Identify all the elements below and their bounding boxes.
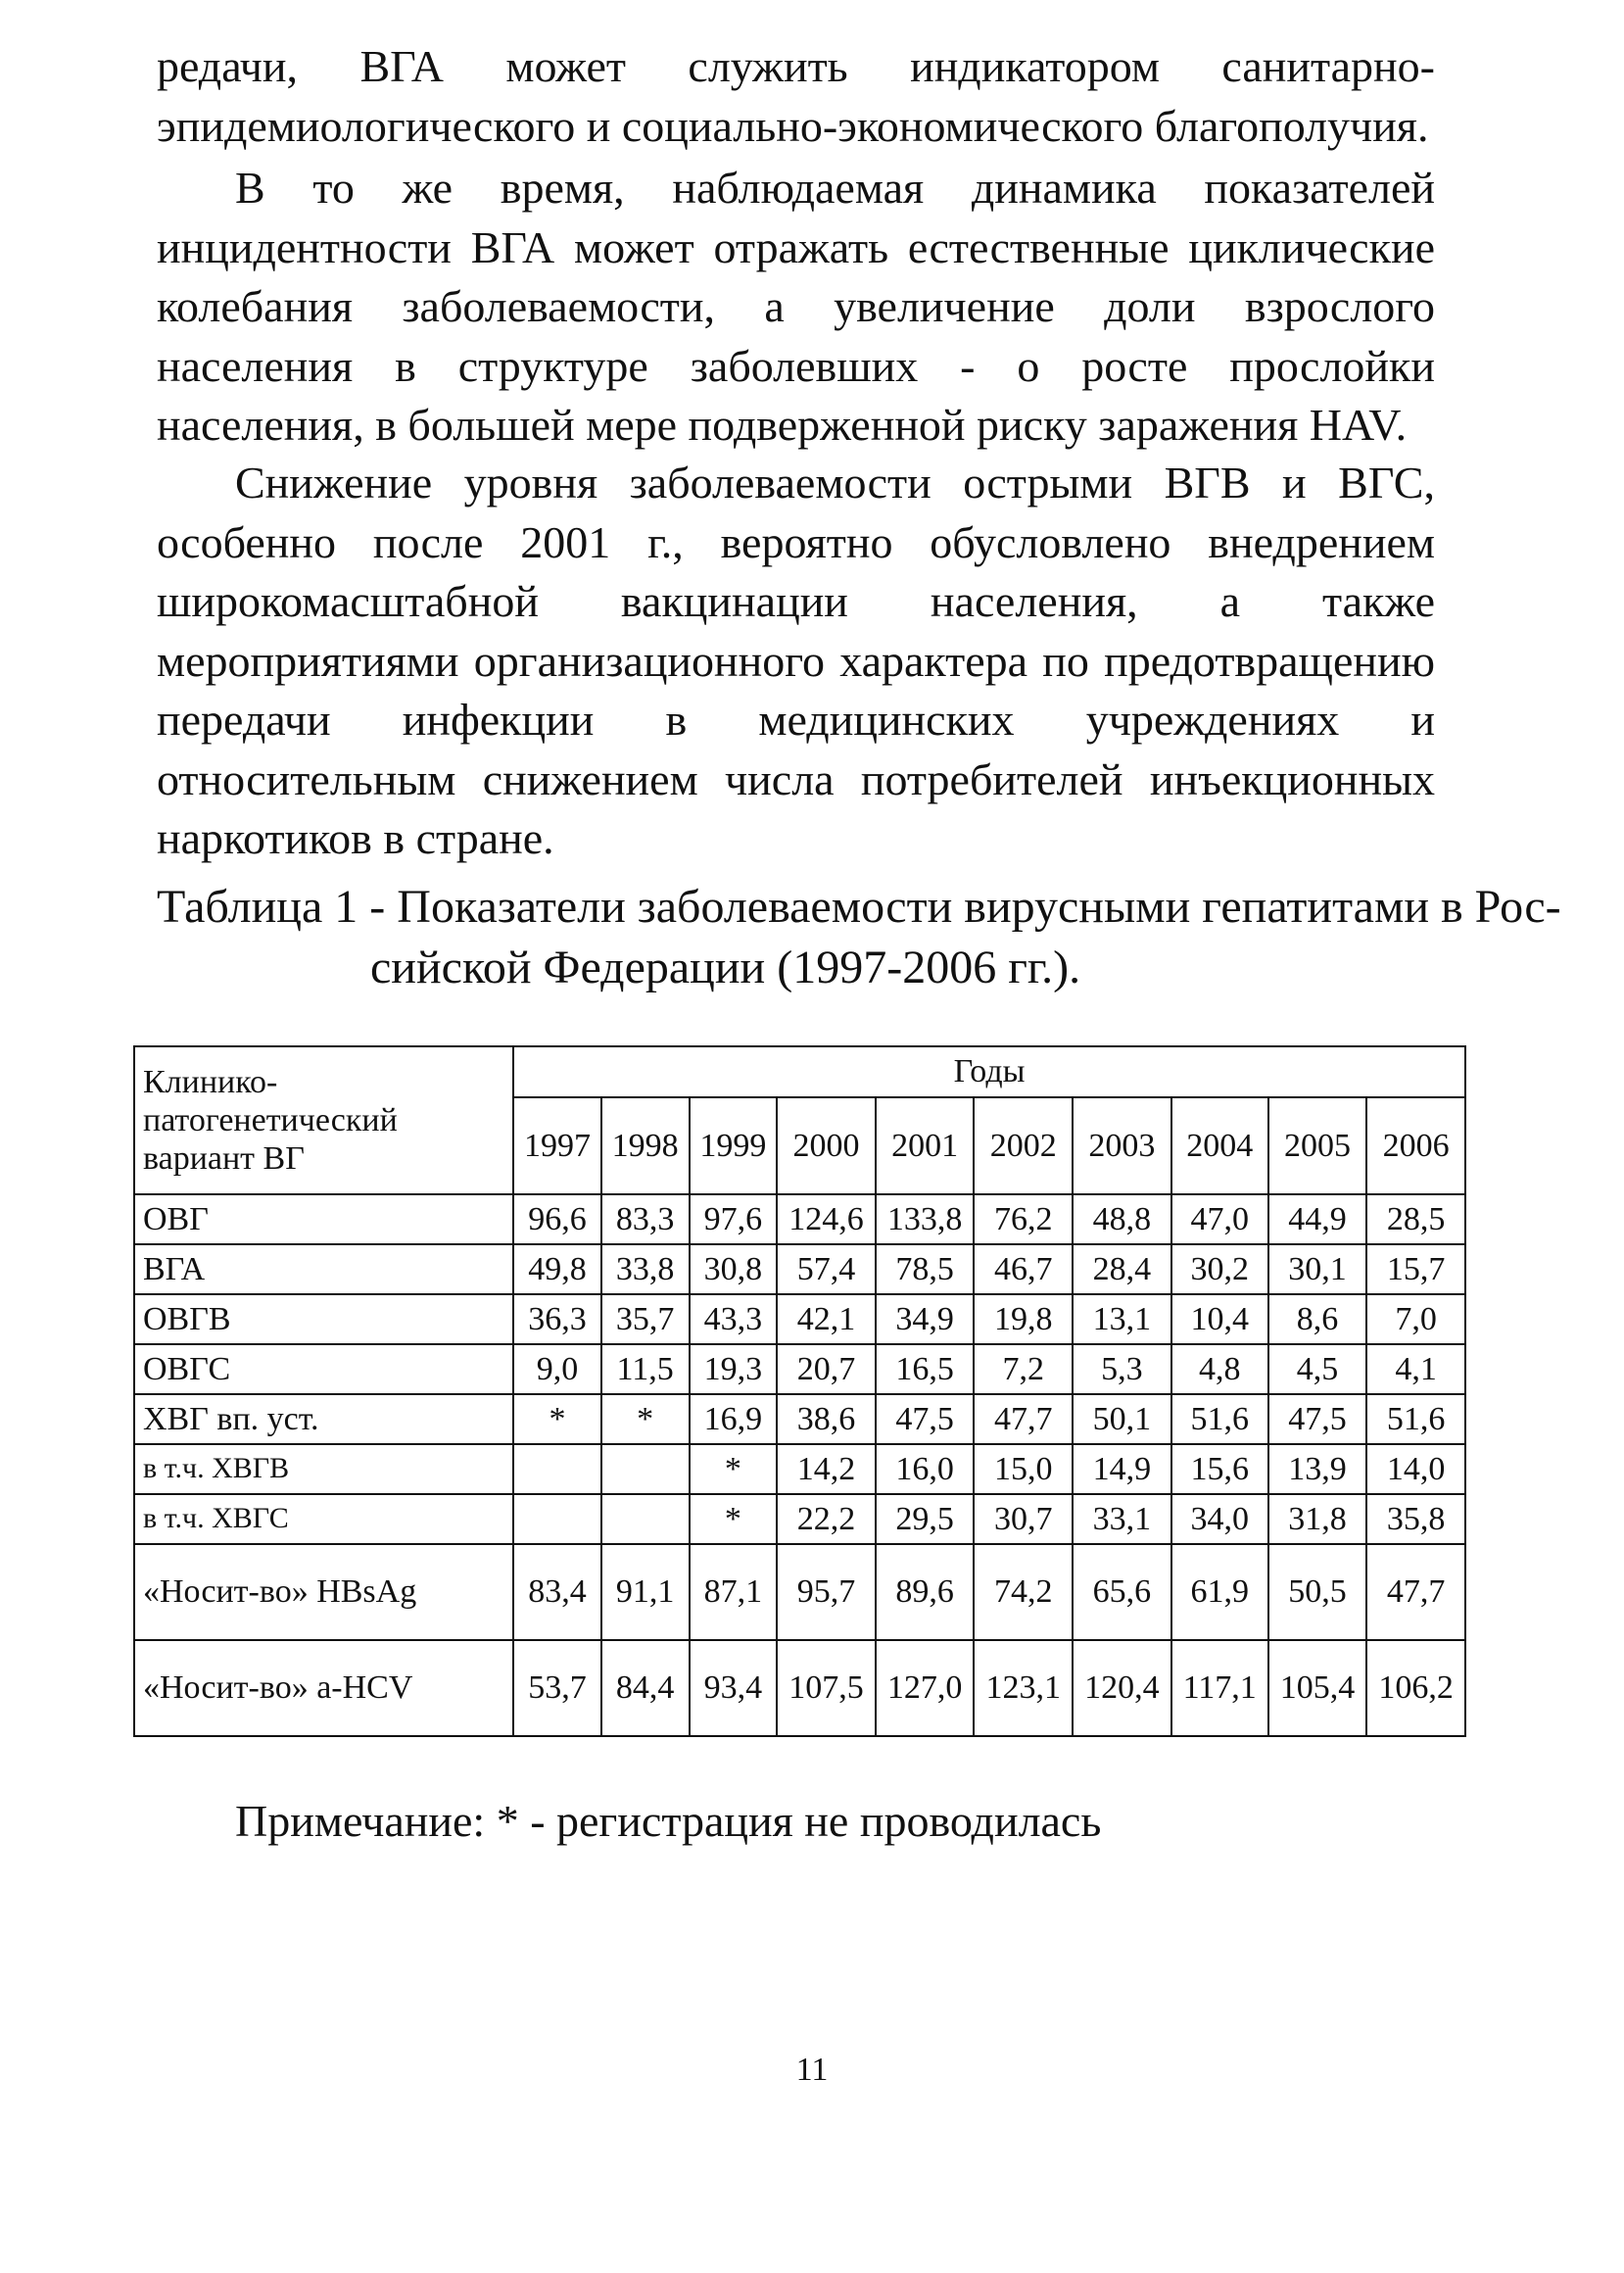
- value-cell: 120,4: [1073, 1640, 1171, 1736]
- value-cell: 22,2: [777, 1494, 876, 1544]
- year-header-cell: 2001: [876, 1097, 975, 1194]
- year-header-cell: 2004: [1171, 1097, 1268, 1194]
- table-row: [134, 1194, 1465, 1244]
- value-cell: 93,4: [690, 1640, 778, 1736]
- row-label-cell: ХВГ вп. уст.: [134, 1394, 513, 1444]
- value-cell: 89,6: [876, 1544, 975, 1640]
- value-cell: 42,1: [777, 1294, 876, 1344]
- value-cell: [601, 1494, 690, 1544]
- value-cell: 47,5: [1268, 1394, 1367, 1444]
- value-cell: 117,1: [1171, 1640, 1268, 1736]
- value-cell: [513, 1494, 601, 1544]
- table-row: [134, 1394, 1465, 1444]
- year-header-cell: 2002: [974, 1097, 1073, 1194]
- value-cell: 47,0: [1171, 1194, 1268, 1244]
- value-cell: 43,3: [690, 1294, 778, 1344]
- value-cell: 14,9: [1073, 1444, 1171, 1494]
- value-cell: 5,3: [1073, 1344, 1171, 1394]
- value-cell: *: [690, 1444, 778, 1494]
- value-cell: 29,5: [876, 1494, 975, 1544]
- value-cell: 20,7: [777, 1344, 876, 1394]
- table-row: [134, 1640, 1465, 1736]
- value-cell: 36,3: [513, 1294, 601, 1344]
- value-cell: 7,0: [1366, 1294, 1465, 1344]
- table-row: [134, 1494, 1465, 1544]
- year-header-cell: 2005: [1268, 1097, 1367, 1194]
- value-cell: 10,4: [1171, 1294, 1268, 1344]
- table-caption: [157, 877, 1561, 998]
- row-label-cell: «Носит-во» a-HCV: [134, 1640, 513, 1736]
- value-cell: 50,1: [1073, 1394, 1171, 1444]
- value-cell: 48,8: [1073, 1194, 1171, 1244]
- paragraph-2: В то же время, наблюдаемая динамика показателей инцидентности ВГА может отражать естественные циклические колебания заболеваемости, а увеличение доли взрослого населения в структуре заболевших - о росте прослойки населения, в большей мере подверженной риску заражения HAV.: [157, 163, 1435, 450]
- value-cell: 44,9: [1268, 1194, 1367, 1244]
- value-cell: 30,8: [690, 1244, 778, 1294]
- years-header-cell: Годы: [513, 1046, 1465, 1097]
- value-cell: 15,0: [974, 1444, 1073, 1494]
- value-cell: 30,7: [974, 1494, 1073, 1544]
- value-cell: 35,8: [1366, 1494, 1465, 1544]
- value-cell: 91,1: [601, 1544, 690, 1640]
- value-cell: 7,2: [974, 1344, 1073, 1394]
- value-cell: 31,8: [1268, 1494, 1367, 1544]
- value-cell: 35,7: [601, 1294, 690, 1344]
- value-cell: 30,1: [1268, 1244, 1367, 1294]
- value-cell: 76,2: [974, 1194, 1073, 1244]
- table-row: [134, 1444, 1465, 1494]
- value-cell: 14,2: [777, 1444, 876, 1494]
- value-cell: [601, 1444, 690, 1494]
- value-cell: 106,2: [1366, 1640, 1465, 1736]
- paragraph-1: редачи, ВГА может служить индикатором санитарно-эпидемиологического и социально-экономического благополучия.: [157, 41, 1435, 151]
- row-label-cell: ВГА: [134, 1244, 513, 1294]
- value-cell: 57,4: [777, 1244, 876, 1294]
- value-cell: 28,4: [1073, 1244, 1171, 1294]
- year-header-cell: 1997: [513, 1097, 601, 1194]
- value-cell: 14,0: [1366, 1444, 1465, 1494]
- value-cell: 51,6: [1171, 1394, 1268, 1444]
- row-label-cell: ОВГВ: [134, 1294, 513, 1344]
- value-cell: 95,7: [777, 1544, 876, 1640]
- value-cell: 83,3: [601, 1194, 690, 1244]
- hepatitis-incidence-table: [133, 1045, 1466, 1737]
- year-header-cell: 2006: [1366, 1097, 1465, 1194]
- value-cell: 50,5: [1268, 1544, 1367, 1640]
- value-cell: 47,7: [1366, 1544, 1465, 1640]
- year-header-cell: 1999: [690, 1097, 778, 1194]
- variant-header-cell: Клинико-патогенетический вариант ВГ: [134, 1046, 513, 1194]
- value-cell: 49,8: [513, 1244, 601, 1294]
- year-header-cell: 1998: [601, 1097, 690, 1194]
- value-cell: 4,1: [1366, 1344, 1465, 1394]
- table-body: [134, 1194, 1465, 1736]
- year-header-cell: 2000: [777, 1097, 876, 1194]
- table-row: [134, 1244, 1465, 1294]
- value-cell: 38,6: [777, 1394, 876, 1444]
- table-row: [134, 1344, 1465, 1394]
- value-cell: 19,8: [974, 1294, 1073, 1344]
- value-cell: 61,9: [1171, 1544, 1268, 1640]
- value-cell: 28,5: [1366, 1194, 1465, 1244]
- value-cell: 84,4: [601, 1640, 690, 1736]
- value-cell: 19,3: [690, 1344, 778, 1394]
- value-cell: 16,0: [876, 1444, 975, 1494]
- value-cell: 107,5: [777, 1640, 876, 1736]
- value-cell: 124,6: [777, 1194, 876, 1244]
- table-caption-line-2: сийской Федерации (1997-2006 гг.).: [370, 942, 1081, 993]
- value-cell: [513, 1444, 601, 1494]
- value-cell: 15,6: [1171, 1444, 1268, 1494]
- value-cell: 123,1: [974, 1640, 1073, 1736]
- value-cell: *: [690, 1494, 778, 1544]
- value-cell: 105,4: [1268, 1640, 1367, 1736]
- value-cell: 47,5: [876, 1394, 975, 1444]
- row-label-cell: в т.ч. ХВГС: [134, 1494, 513, 1544]
- value-cell: 46,7: [974, 1244, 1073, 1294]
- value-cell: 33,1: [1073, 1494, 1171, 1544]
- value-cell: 127,0: [876, 1640, 975, 1736]
- value-cell: *: [513, 1394, 601, 1444]
- value-cell: 16,5: [876, 1344, 975, 1394]
- value-cell: 51,6: [1366, 1394, 1465, 1444]
- value-cell: 47,7: [974, 1394, 1073, 1444]
- value-cell: 13,9: [1268, 1444, 1367, 1494]
- value-cell: 74,2: [974, 1544, 1073, 1640]
- value-cell: 13,1: [1073, 1294, 1171, 1344]
- value-cell: 87,1: [690, 1544, 778, 1640]
- value-cell: 33,8: [601, 1244, 690, 1294]
- table-row: [134, 1544, 1465, 1640]
- value-cell: 4,5: [1268, 1344, 1367, 1394]
- value-cell: *: [601, 1394, 690, 1444]
- value-cell: 96,6: [513, 1194, 601, 1244]
- value-cell: 11,5: [601, 1344, 690, 1394]
- value-cell: 83,4: [513, 1544, 601, 1640]
- value-cell: 65,6: [1073, 1544, 1171, 1640]
- table-header-row: [134, 1046, 1465, 1097]
- value-cell: 34,0: [1171, 1494, 1268, 1544]
- value-cell: 9,0: [513, 1344, 601, 1394]
- value-cell: 30,2: [1171, 1244, 1268, 1294]
- value-cell: 34,9: [876, 1294, 975, 1344]
- value-cell: 8,6: [1268, 1294, 1367, 1344]
- paragraph-3: Снижение уровня заболеваемости острыми ВГВ и ВГС, особенно после 2001 г., вероятно обусловлено внедрением широкомасштабной вакцинации населения, а также мероприятиями организационного характера по предотвращению передачи инфекции в медицинских учреждениях и относительным снижением числа потребителей инъекционных наркотиков в стране.: [157, 458, 1435, 863]
- value-cell: 133,8: [876, 1194, 975, 1244]
- page-number: 11: [795, 2052, 829, 2088]
- year-header-cell: 2003: [1073, 1097, 1171, 1194]
- table-row: [134, 1294, 1465, 1344]
- value-cell: 16,9: [690, 1394, 778, 1444]
- row-label-cell: ОВГС: [134, 1344, 513, 1394]
- value-cell: 97,6: [690, 1194, 778, 1244]
- value-cell: 78,5: [876, 1244, 975, 1294]
- value-cell: 4,8: [1171, 1344, 1268, 1394]
- value-cell: 15,7: [1366, 1244, 1465, 1294]
- row-label-cell: «Носит-во» HBsAg: [134, 1544, 513, 1640]
- value-cell: 53,7: [513, 1640, 601, 1736]
- row-label-cell: в т.ч. ХВГВ: [134, 1444, 513, 1494]
- row-label-cell: ОВГ: [134, 1194, 513, 1244]
- table-note: Примечание: * - регистрация не проводилась: [235, 1796, 1102, 1846]
- table-caption-line-1: Таблица 1 - Показатели заболеваемости вирусными гепатитами в Рос-: [157, 881, 1561, 933]
